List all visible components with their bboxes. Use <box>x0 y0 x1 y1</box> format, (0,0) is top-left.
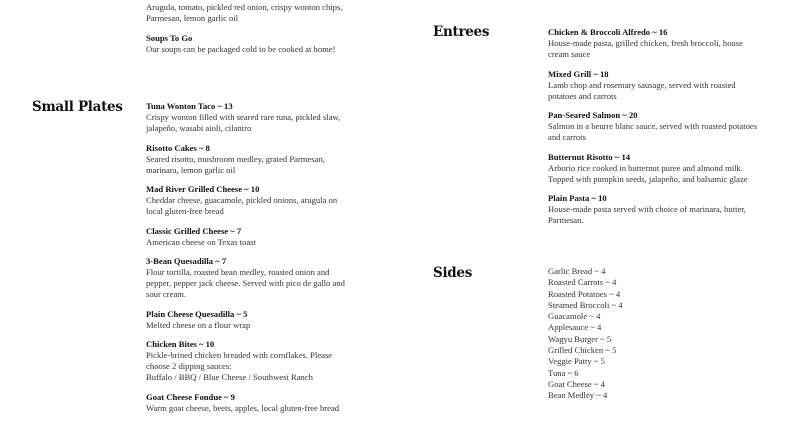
menu-item <box>548 69 763 102</box>
side-item: Goat Cheese ~ 4 <box>548 378 605 389</box>
menu-item <box>548 27 763 60</box>
menu-item <box>146 143 346 176</box>
small-plates-items <box>146 101 346 422</box>
menu-item-title: Soups To Go <box>146 32 193 43</box>
menu-item-title: 3-Bean Quesadilla ~ 7 <box>146 256 227 266</box>
menu-item-title: Mixed Grill ~ 18 <box>548 68 609 79</box>
menu-item <box>146 184 346 217</box>
section-heading-sides: Sides <box>433 265 473 281</box>
side-item: Roasted Carrots ~ 4 <box>548 277 617 288</box>
menu-item <box>548 152 763 185</box>
menu-item-description: Arugula, tomato, pickled red onion, crispy wonton chips, Parmesan, lemon garlic oil <box>146 2 343 23</box>
entrees-items <box>548 27 763 235</box>
menu-item-description: Cheddar cheese, guacamole, pickled onions, arugula on local gluten-free bread <box>146 195 338 216</box>
menu-item-description: Flour tortilla, roasted bean medley, roasted onion and pepper, pepper jack cheese. Served with pico de gallo and sour cream. <box>146 267 345 299</box>
menu-item <box>146 309 346 331</box>
side-item: Roasted Potatoes ~ 4 <box>548 288 621 299</box>
menu-item-title: Chicken & Broccoli Alfredo ~ 16 <box>548 27 668 37</box>
side-item: Tuna ~ 6 <box>548 367 579 378</box>
menu-item-description: Melted cheese on a flour wrap <box>146 319 251 330</box>
menu-item-description: Our soups can be packaged cold to be cooked at home! <box>146 43 336 54</box>
menu-item-description: House-made pasta served with choice of marinara, butter, Parmesan. <box>548 204 746 225</box>
menu-item <box>146 339 346 383</box>
side-item: Bean Medley ~ 4 <box>548 390 608 401</box>
menu-item-title: Chicken Bites ~ 10 <box>146 339 215 349</box>
sides-list <box>548 266 748 402</box>
menu-item-description: Arborio rice cooked in butternut puree and almond milk. Topped with pumpkin seeds, jalapeño, and balsamic glaze <box>548 162 748 184</box>
side-item: Wagyu Burger ~ 5 <box>548 333 612 344</box>
menu-item-description: American cheese on Texas toast <box>146 236 256 247</box>
menu-item-description: House-made pasta, grilled chicken, fresh broccoli, house cream sauce <box>548 38 743 59</box>
menu-item-description: Crispy wonton filled with seared rare tuna, pickled slaw, jalapeño, wasabi aioli, cilantro <box>146 112 341 133</box>
menu-item-title: Mad River Grilled Cheese ~ 10 <box>146 184 260 194</box>
top-partial-items <box>146 2 346 63</box>
menu-item-description: Pickle-brined chicken breaded with cornflakes. Please choose 2 dipping sauces: <box>146 350 333 371</box>
menu-item-description: Lamb chop and rosemary sausage, served with roasted potatoes and carrots <box>548 79 736 101</box>
menu-item-description: Seared risotto, mushroom medley, grated Parmesan, marinara, lemon garlic oil <box>146 153 325 175</box>
menu-item-title: Butternut Risotto ~ 14 <box>548 151 631 162</box>
menu-item-title: Plain Cheese Quesadilla ~ 5 <box>146 308 248 319</box>
menu-item <box>146 101 346 134</box>
side-item: Steamed Broccoli ~ 4 <box>548 299 623 310</box>
menu-item-title: Classic Grilled Cheese ~ 7 <box>146 225 242 236</box>
side-item: Garlic Bread ~ 4 <box>548 266 606 276</box>
menu-item-title: Goat Cheese Fondue ~ 9 <box>146 391 235 402</box>
menu-item <box>146 256 346 300</box>
menu-item-description: Buffalo / BBQ / Blue Cheese / Southwest Ranch <box>146 372 313 382</box>
menu-item <box>146 33 346 55</box>
menu-item-title: Pan-Seared Salmon ~ 20 <box>548 110 638 120</box>
menu-item <box>146 226 346 248</box>
side-item: Applesauce ~ 4 <box>548 322 602 333</box>
menu-item-description: Salmon in a beurre blanc sauce, served with roasted potatoes and carrots <box>548 121 758 142</box>
menu-item <box>146 392 346 414</box>
side-item: Guacamole ~ 4 <box>548 311 601 322</box>
section-heading-entrees: Entrees <box>433 24 490 40</box>
side-item: Grilled Chicken ~ 5 <box>548 345 617 356</box>
menu-item <box>548 110 763 143</box>
menu-item-description: Warm goat cheese, beets, apples, local gluten-free bread <box>146 402 340 413</box>
menu-item-title: Plain Pasta ~ 10 <box>548 193 607 203</box>
menu-item-title: Risotto Cakes ~ 8 <box>146 142 210 153</box>
section-heading-small-plates: Small Plates <box>32 99 123 115</box>
menu-item <box>548 193 763 226</box>
menu-item <box>146 2 346 24</box>
side-item: Veggie Patty ~ 5 <box>548 356 605 367</box>
menu-item-title: Tuna Wonton Taco ~ 13 <box>146 101 233 111</box>
